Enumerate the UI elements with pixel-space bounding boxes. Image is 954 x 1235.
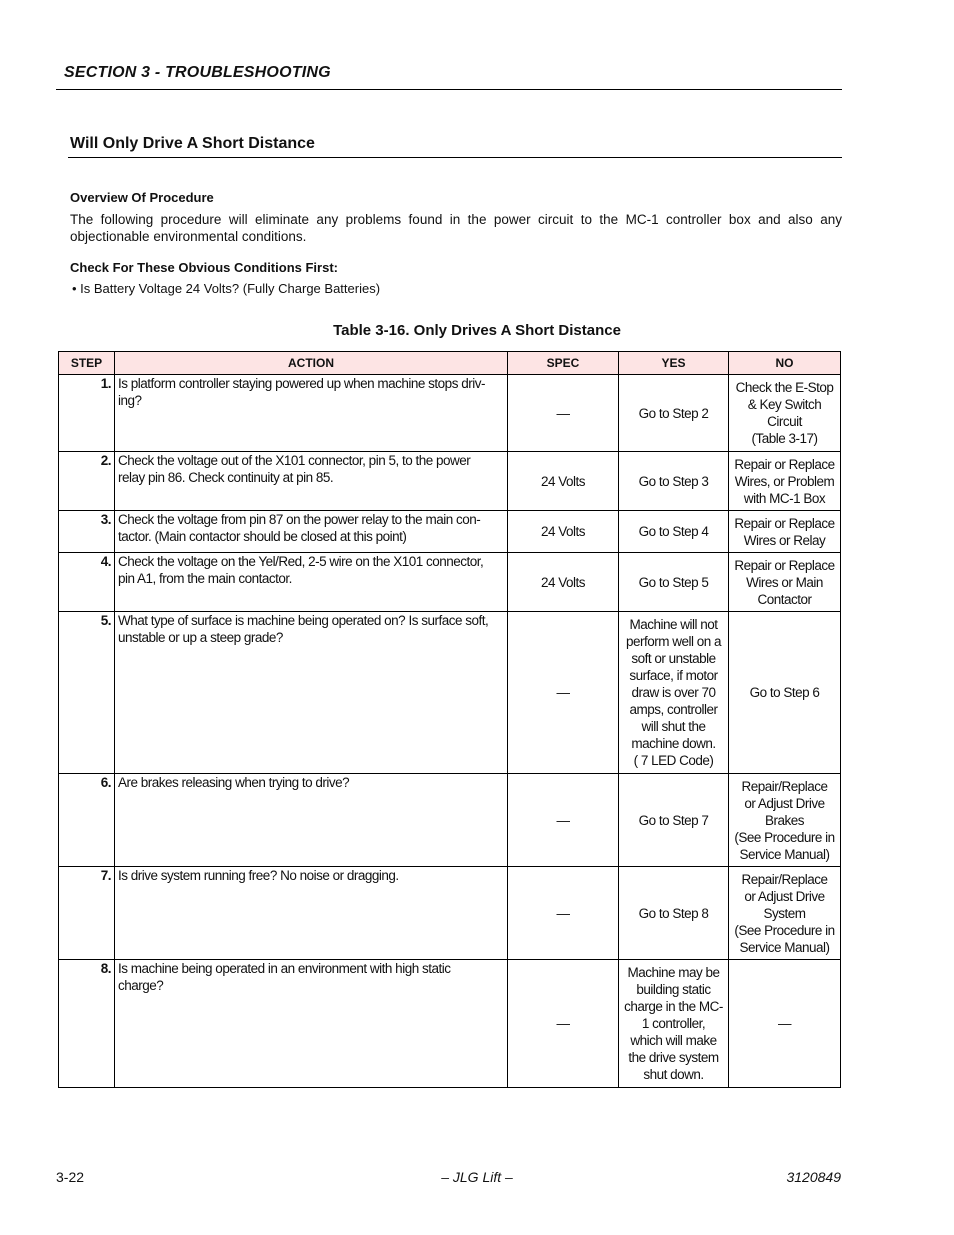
header-action: ACTION <box>115 352 508 375</box>
no-cell: — <box>729 960 841 1088</box>
conditions-bullet: • Is Battery Voltage 24 Volts? (Fully Charge Batteries) <box>72 281 381 296</box>
yes-cell: Go to Step 7 <box>619 774 729 867</box>
yes-cell: Machine may be building static charge in the MC- 1 controller, which will make the drive system shut down. <box>619 960 729 1088</box>
step-number: 1. <box>59 375 115 452</box>
conditions-title: Check For These Obvious Conditions First: <box>70 260 338 275</box>
spec-cell: — <box>508 960 619 1088</box>
overview-text: The following procedure will eliminate any problems found in the power circuit to the MC-1 controller box and also any objectionable environmental conditions. <box>70 212 842 244</box>
action-cell: Are brakes releasing when trying to drive? <box>115 774 508 867</box>
header-no: NO <box>729 352 841 375</box>
action-cell: Is platform controller staying powered up when machine stops driv- ing? <box>115 375 508 452</box>
spec-cell: — <box>508 774 619 867</box>
yes-cell: Go to Step 2 <box>619 375 729 452</box>
action-cell: Check the voltage out of the X101 connector, pin 5, to the power relay pin 86. Check continuity at pin 85. <box>115 452 508 511</box>
section-title: SECTION 3 - TROUBLESHOOTING <box>64 64 331 81</box>
no-cell: Repair/Replace or Adjust Drive System (See Procedure in Service Manual) <box>729 867 841 960</box>
table-caption: Table 3-16. Only Drives A Short Distance <box>333 322 621 339</box>
table-row <box>59 960 841 1088</box>
yes-cell: Go to Step 3 <box>619 452 729 511</box>
page-heading: Will Only Drive A Short Distance <box>70 135 315 152</box>
step-number: 8. <box>59 960 115 1088</box>
page-number: 3-22 <box>56 1169 85 1185</box>
overview-title: Overview Of Procedure <box>70 190 214 205</box>
no-cell: Go to Step 6 <box>729 612 841 774</box>
troubleshooting-table <box>58 351 841 1088</box>
table-row <box>59 774 841 867</box>
yes-cell: Go to Step 8 <box>619 867 729 960</box>
action-cell: Is machine being operated in an environment with high static charge? <box>115 960 508 1088</box>
table-row <box>59 867 841 960</box>
spec-cell: — <box>508 867 619 960</box>
table-row <box>59 375 841 452</box>
document-number: 3120849 <box>786 1169 841 1185</box>
step-number: 2. <box>59 452 115 511</box>
yes-cell: Go to Step 4 <box>619 511 729 553</box>
action-cell: Check the voltage on the Yel/Red, 2-5 wire on the X101 connector, pin A1, from the main contactor. <box>115 553 508 612</box>
step-number: 7. <box>59 867 115 960</box>
step-number: 4. <box>59 553 115 612</box>
table-row <box>59 452 841 511</box>
step-number: 3. <box>59 511 115 553</box>
table-row <box>59 553 841 612</box>
header-yes: YES <box>619 352 729 375</box>
yes-cell: Machine will not perform well on a soft or unstable surface, if motor draw is over 70 amps, controller will shut the machine down. ( 7 LED Code) <box>619 612 729 774</box>
step-number: 6. <box>59 774 115 867</box>
spec-cell: — <box>508 375 619 452</box>
yes-cell: Go to Step 5 <box>619 553 729 612</box>
header-rule <box>56 89 842 90</box>
action-cell: Is drive system running free? No noise or dragging. <box>115 867 508 960</box>
spec-cell: 24 Volts <box>508 452 619 511</box>
no-cell: Repair or Replace Wires or Relay <box>729 511 841 553</box>
spec-cell: 24 Volts <box>508 511 619 553</box>
table-header-row <box>59 352 841 375</box>
spec-cell: — <box>508 612 619 774</box>
heading-rule <box>68 157 842 158</box>
header-step: STEP <box>59 352 115 375</box>
action-cell: What type of surface is machine being operated on? Is surface soft, unstable or up a steep grade? <box>115 612 508 774</box>
no-cell: Repair or Replace Wires or Main Contactor <box>729 553 841 612</box>
footer-brand: – JLG Lift – <box>441 1169 513 1185</box>
no-cell: Check the E-Stop & Key Switch Circuit (Table 3-17) <box>729 375 841 452</box>
action-cell: Check the voltage from pin 87 on the power relay to the main con- tactor. (Main contactor should be closed at this point) <box>115 511 508 553</box>
table-row <box>59 511 841 553</box>
table-row <box>59 612 841 774</box>
no-cell: Repair/Replace or Adjust Drive Brakes (See Procedure in Service Manual) <box>729 774 841 867</box>
spec-cell: 24 Volts <box>508 553 619 612</box>
step-number: 5. <box>59 612 115 774</box>
header-spec: SPEC <box>508 352 619 375</box>
no-cell: Repair or Replace Wires, or Problem with MC-1 Box <box>729 452 841 511</box>
